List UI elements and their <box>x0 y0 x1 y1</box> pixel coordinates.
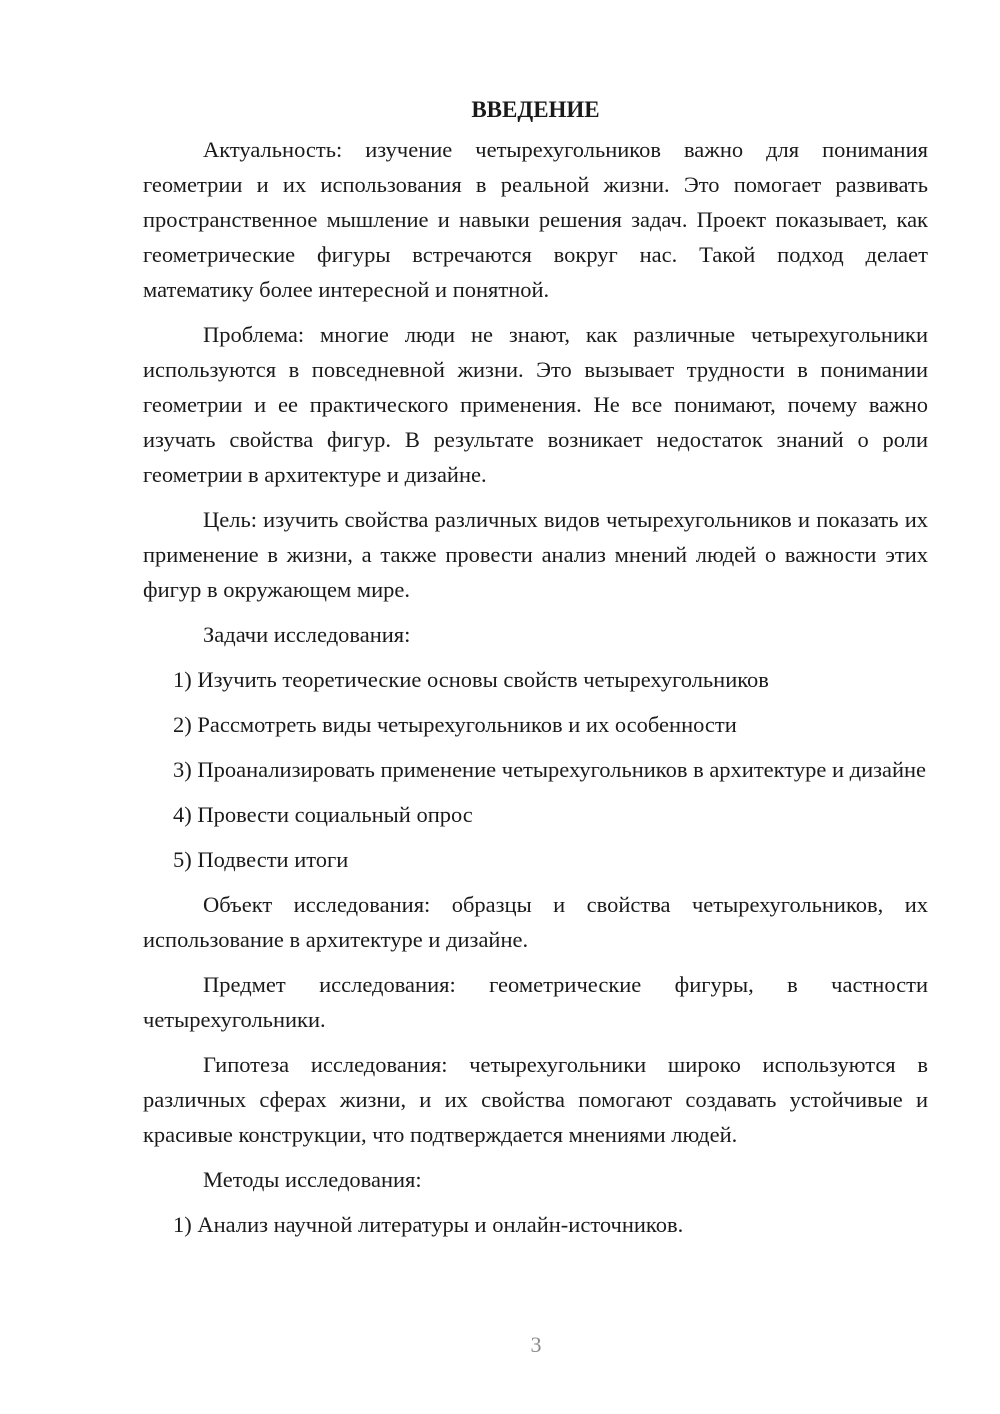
document-page <box>143 92 928 1252</box>
method-item: 1) Анализ научной литературы и онлайн-источников. <box>173 1212 684 1237</box>
task-item: 3) Проанализировать применение четырехугольников в архитектуре и дизайне <box>173 757 927 782</box>
hypothesis-paragraph: Гипотеза исследования: четырехугольники широко используются в различных сферах жизни, и их свойства помогают создавать устойчивые и красивые конструкции, что подтверждается мнениями людей. <box>143 1052 928 1147</box>
page-number: 3 <box>530 1332 542 1357</box>
section-title: ВВЕДЕНИЕ <box>471 97 600 122</box>
relevance-paragraph: Актуальность: изучение четырехугольников важно для понимания геометрии и их использования в реальной жизни. Это помогает развивать пространственное мышление и навыки решения задач. Проект показывает, как геометрические фигуры встречаются вокруг нас. Такой подход делает математику более интересной и понятной. <box>143 137 928 302</box>
task-item: 2) Рассмотреть виды четырехугольников и их особенности <box>173 712 737 737</box>
goal-paragraph: Цель: изучить свойства различных видов четырехугольников и показать их применение в жизни, а также провести анализ мнений людей о важности этих фигур в окружающем мире. <box>143 507 928 602</box>
task-item: 4) Провести социальный опрос <box>173 802 473 827</box>
object-paragraph: Объект исследования: образцы и свойства четырехугольников, их использование в архитектуре и дизайне. <box>143 892 928 952</box>
task-item: 1) Изучить теоретические основы свойств четырехугольников <box>173 667 769 692</box>
methods-heading: Методы исследования: <box>203 1167 422 1192</box>
task-item: 5) Подвести итоги <box>173 847 349 872</box>
problem-paragraph: Проблема: многие люди не знают, как различные четырехугольники используются в повседневной жизни. Это вызывает трудности в понимании геометрии и ее практического применения. Не все понимают, почему важно изучать свойства фигур. В результате возникает недостаток знаний о роли геометрии в архитектуре и дизайне. <box>143 322 928 487</box>
tasks-heading: Задачи исследования: <box>203 622 411 647</box>
subject-paragraph: Предмет исследования: геометрические фигуры, в частности четырехугольники. <box>143 972 928 1032</box>
